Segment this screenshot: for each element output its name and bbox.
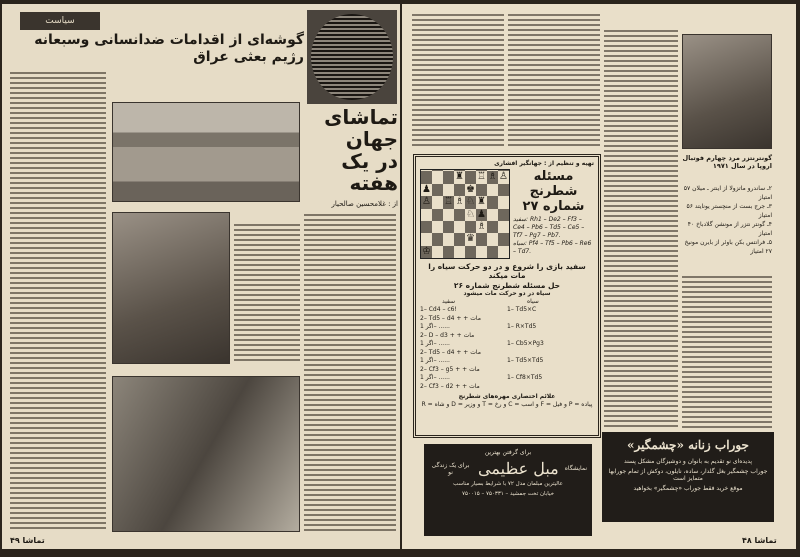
headline: گوشه‌ای از اقدامات ضدانسانی وسبعانه رژیم بعثی عراق	[34, 32, 304, 65]
ad-line: جوراب چشمگیر بغل گلدار، ساده، نایلون، دوکش از تمام جورابها متمایز است	[608, 468, 768, 482]
chess-square	[476, 233, 487, 245]
chess-square	[443, 209, 454, 221]
move-black	[507, 366, 594, 375]
chess-square	[454, 209, 465, 221]
ranking-list	[682, 184, 772, 256]
move-row	[420, 383, 594, 392]
title-line: در یک	[341, 149, 398, 173]
chess-square	[421, 233, 432, 245]
chess-square	[454, 221, 465, 233]
chess-square	[498, 246, 509, 258]
chess-square	[476, 246, 487, 258]
chess-piece-square: ♚	[466, 183, 475, 195]
move-black: 1– Td5×C	[507, 306, 537, 313]
chess-square	[487, 184, 498, 196]
chess-square	[487, 246, 498, 258]
solution-title: حل مسئله شطرنج شماره ۲۶	[453, 281, 561, 290]
piece-legend: پیاده = P و فیل = F و اسب = C و رخ = T و وزیر = D و شاه = R	[421, 401, 593, 408]
chess-square	[432, 246, 443, 258]
ranking-item: ۴ـ گونتر نتزر از مونشن گلادباخ ۴۰ امتیاز	[687, 221, 772, 237]
black-label: سیاه:	[513, 240, 527, 247]
move-black	[507, 383, 594, 392]
chess-square	[421, 209, 432, 221]
feature-title	[302, 106, 398, 194]
chess-square	[443, 246, 454, 258]
ranking-item: ۳ـ جرج بست از منچستر یونایتد ۵۶ امتیاز	[686, 203, 772, 219]
striped-sphere-graphic	[307, 10, 397, 104]
move-row	[420, 323, 594, 332]
furniture-ad	[424, 444, 592, 536]
move-row	[420, 306, 594, 315]
chess-square	[432, 233, 443, 245]
chess-square	[487, 233, 498, 245]
move-black	[507, 315, 594, 324]
chess-square	[443, 171, 454, 183]
chess-square	[465, 171, 476, 183]
move-black: 1– R×Td5	[507, 323, 537, 330]
chess-board	[420, 169, 510, 259]
chess-square	[487, 209, 498, 221]
move-white: 1– Cd4 – c6!	[420, 306, 457, 313]
move-white: اگر 1– ......	[420, 357, 450, 364]
move-black: 1– Cf8×Td5	[507, 374, 543, 381]
white-column-header: سفید	[442, 298, 456, 305]
move-row	[420, 332, 594, 341]
chess-piece-square: ♜	[455, 171, 464, 183]
move-row	[420, 340, 594, 349]
chess-square	[498, 196, 509, 208]
white-pieces: Rh1 – De2 – Ff3 – Ce4 – Pb6 – Td5 – Ce5 – Tf7 – Pg7 – Pb7.	[513, 216, 585, 239]
black-pieces: Pf4 – Tf5 – Pb6 – Re6 – Td7.	[513, 240, 592, 255]
chess-square	[476, 184, 487, 196]
chess-piece-square: ♗	[455, 196, 464, 208]
legend-title: علائم اختصاری مهره‌های شطرنج	[458, 393, 556, 400]
chess-piece-square: ♗	[477, 220, 486, 232]
chess-task: سفید بازی را شروع و در دو حرکت سیاه را مات میکند	[428, 262, 586, 280]
chess-square	[421, 221, 432, 233]
section-tab: سیاست	[20, 12, 100, 30]
byline: از : غلامحسین صالحیار	[331, 200, 398, 208]
chess-square	[432, 171, 443, 183]
stockings-ad	[602, 432, 774, 522]
chess-piece-square: ♔	[422, 245, 431, 257]
chess-square	[454, 233, 465, 245]
ranking-item: ۵ـ فرانتس بکن باوئر از بایرن مونیخ ۲۷ امتیاز	[684, 239, 772, 255]
chess-square	[454, 246, 465, 258]
move-black: 1– Td5×Td5	[507, 357, 544, 364]
solution-subtitle: سیاه در دو حرکت مات میشود	[463, 290, 551, 297]
move-row	[420, 366, 594, 375]
ad-tagline: برای گرفتن بهترین	[484, 449, 532, 456]
title-line: هفته	[349, 171, 398, 195]
chess-piece-square: ♘	[466, 196, 475, 208]
chess-square	[454, 184, 465, 196]
text-column	[10, 72, 106, 532]
move-white: اگر 1– ......	[420, 374, 450, 381]
move-white: 2– D – d3 + + مات	[420, 331, 475, 339]
move-row	[420, 374, 594, 383]
move-white: 2– Td5 – d4 + + مات	[420, 314, 481, 322]
right-page	[402, 4, 796, 549]
move-white: اگر 1– ......	[420, 340, 450, 347]
chess-square	[498, 209, 509, 221]
move-row	[420, 357, 594, 366]
ad-brand: مبل عظیمی	[478, 459, 559, 478]
move-white: 2– Cf3 – d2 + + مات	[420, 382, 480, 390]
left-page	[2, 4, 400, 549]
page-number: تماشا ۴۸	[742, 536, 777, 545]
photo-caption: گونترنتزر مرد چهارم فوتبال اروپا در سال ۱۹۷۱	[682, 154, 772, 170]
ad-slogan: برای یک زندگی نو	[431, 461, 470, 476]
chess-square	[443, 184, 454, 196]
chess-problem-box	[413, 154, 601, 438]
black-column-header: سیاه	[527, 298, 539, 305]
title-line: تماشای	[324, 105, 398, 129]
move-black: 1– Cb5×Pg3	[507, 340, 544, 347]
move-black	[507, 332, 594, 341]
text-column	[412, 14, 504, 149]
ad-label: نمایشگاه	[564, 465, 587, 472]
children-photo	[112, 376, 300, 532]
chess-piece-square: ♛	[466, 233, 475, 245]
ad-title: جوراب زنانه «چشمگیر»	[627, 438, 749, 452]
chess-square	[421, 171, 432, 183]
chess-piece-square: ♖	[444, 196, 453, 208]
chess-square	[432, 184, 443, 196]
move-white: اگر 1– ......	[420, 323, 450, 330]
ad-line: عالیترین مبلمان مدل ۷۲ با شرایط بسیار مناسب	[453, 481, 563, 487]
refugee-camp-photo	[112, 102, 300, 202]
chess-square	[432, 221, 443, 233]
chess-title: مسئله شطرنج شماره ۲۷	[522, 169, 585, 214]
chess-square	[498, 184, 509, 196]
text-column	[604, 30, 678, 430]
move-row	[420, 315, 594, 324]
chess-square	[465, 221, 476, 233]
chess-piece-square: ♘	[466, 208, 475, 220]
chess-square	[487, 196, 498, 208]
chess-piece-square: ♙	[499, 171, 508, 183]
solution-moves	[420, 306, 594, 391]
chess-piece-square: ♖	[477, 171, 486, 183]
chess-piece-square: ♟	[477, 208, 486, 220]
chess-square	[443, 221, 454, 233]
text-column	[234, 224, 300, 364]
chess-square	[432, 209, 443, 221]
text-column	[682, 276, 772, 430]
chess-piece-square: ♙	[422, 196, 431, 208]
chess-piece-square: ♟	[422, 183, 431, 195]
footballer-photo	[682, 34, 772, 149]
title-line: جهان	[345, 127, 398, 151]
ad-line: موقع خرید فقط جوراب «چشمگیر» بخواهید	[633, 485, 743, 492]
chess-square	[487, 221, 498, 233]
text-column	[304, 214, 396, 532]
text-column	[508, 14, 600, 149]
move-black	[507, 349, 594, 358]
move-white: 2– Cf3 – g5 + + مات	[420, 365, 480, 373]
chess-credit: تهیه و تنظیم از : جهانگیر افشاری	[494, 160, 594, 167]
white-label: سفید:	[513, 216, 529, 223]
chess-square	[498, 221, 509, 233]
ad-line: پدیده‌ای نو تقدیم به بانوان و دوشیزگان مشکل پسند	[623, 458, 753, 465]
ad-address: خیابان تخت جمشید – ۷۵۰۳۳۱ – ۷۵۰۰۱۵	[462, 491, 554, 497]
refugees-photo	[112, 212, 230, 364]
chess-square	[498, 233, 509, 245]
chess-piece-square: ♗	[488, 171, 497, 183]
ranking-item: ۲ـ ساندرو ماتزولا از اینتر ـ میلان ۵۷ امتیاز	[683, 185, 772, 201]
chess-square	[432, 196, 443, 208]
chess-square	[465, 246, 476, 258]
chess-square	[443, 233, 454, 245]
move-white: 2– Td5 – d4 + + مات	[420, 348, 481, 356]
chess-piece-square: ♜	[477, 196, 486, 208]
move-row	[420, 349, 594, 358]
page-number: تماشا ۴۹	[10, 536, 45, 545]
